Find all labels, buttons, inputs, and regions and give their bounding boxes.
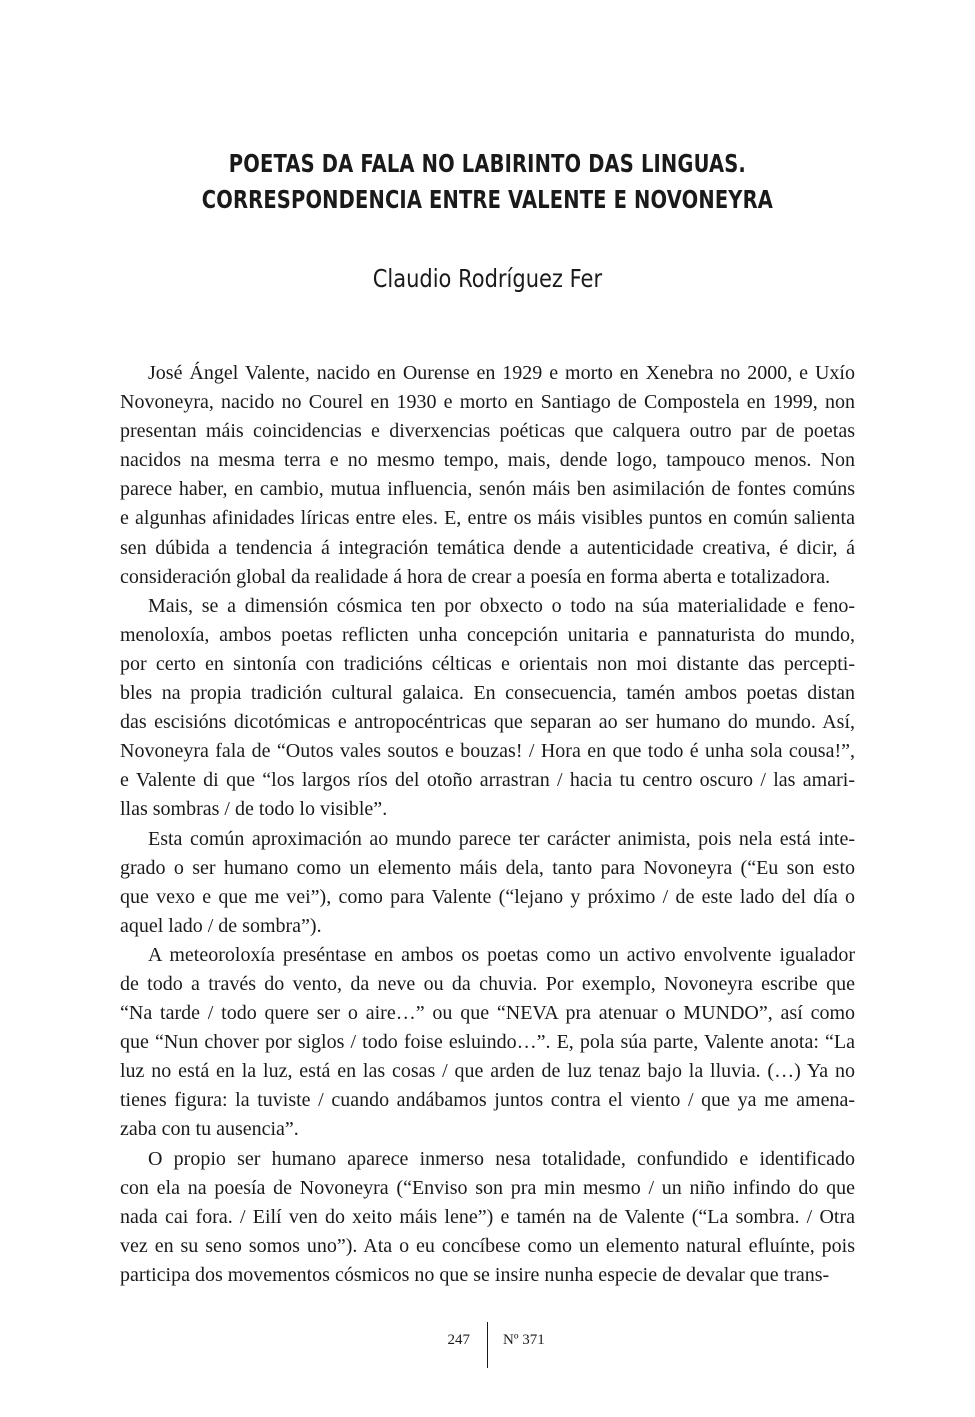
page-footer [0,1322,975,1368]
text-line: presentan máis coincidencias e diverxencias poéticas que calquera outro par de poetas [120,420,855,443]
paragraph [120,1145,855,1290]
paragraph [120,825,855,941]
author-name: Claudio Rodríguez Fer [372,264,603,293]
text-line: e algunhas afinidades líricas entre eles. E, entre os máis visibles puntos en común salienta [120,507,855,530]
paragraph [120,941,855,1145]
title-line-2: CORRESPONDENCIA ENTRE VALENTE E NOVONEYRA [201,185,774,214]
text-line: Novoneyra fala de “Outos vales soutos e bouzas! / Hora en que todo é unha sola cousa!”, [120,740,855,763]
text-line: menoloxía, ambos poetas reflicten unha concepción unitaria e pannaturista do mundo, [120,623,855,646]
text-line: llas sombras / de todo lo visible”. [120,798,388,821]
text-line: parece haber, en cambio, mutua influencia, senón máis ben asimilación de fontes comúns [120,478,855,501]
text-line: que vexo e que me vei”), como para Valente (“lejano y próximo / de este lado del día o [120,885,855,908]
text-line: con ela na poesía de Novoneyra (“Enviso son pra min mesmo / un niño infindo do que [120,1176,855,1199]
text-line: sen dúbida a tendencia á integración temática dende a autenticidade creativa, é dicir, á [120,536,855,559]
text-line: bles na propia tradición cultural galaica. En consecuencia, tamén ambos poetas distan [120,682,855,705]
text-line: que “Nun chover por siglos / todo foise esluindo…”. E, pola súa parte, Valente anota: “La [120,1031,855,1054]
text-line: zaba con tu ausencia”. [120,1118,299,1141]
text-line: por certo en sintonía con tradicións célticas e orientais non moi distante das percepti- [120,652,855,675]
text-line: vez en su seno somos uno”). Ata o eu concíbese como un elemento natural efluínte, pois [120,1234,855,1257]
page-number: 247 [447,1332,470,1348]
paragraph [120,592,855,825]
text-line: das escisións dicotómicas e antropocéntricas que separan ao ser humano do mundo. Así, [120,711,855,734]
text-line: A meteoroloxía preséntase en ambos os poetas como un activo envolvente igualador [148,943,855,966]
paragraph [120,359,855,592]
text-line: tienes figura: la tuviste / cuando andábamos juntos contra el viento / que ya me amena- [120,1089,855,1112]
text-line: consideración global da realidade á hora de crear a poesía en forma aberta e totalizadora. [120,565,831,588]
issue-number: Nº 371 [503,1332,545,1348]
text-line: O propio ser humano aparece inmerso nesa totalidade, confundido e identificado [148,1147,855,1170]
text-line: nacidos na mesma terra e no mesmo tempo, mais, dende logo, tampouco menos. Non [120,449,855,472]
text-line: Novoneyra, nacido no Courel en 1930 e morto en Santiago de Compostela en 1999, non [120,391,855,414]
text-line: José Ángel Valente, nacido en Ourense en 1929 e morto en Xenebra no 2000, e Uxío [148,362,855,384]
title-line-1: POETAS DA FALA NO LABIRINTO DAS LINGUAS. [228,149,746,178]
text-line: participa dos movementos cósmicos no que se insire nunha especie de devalar que trans- [120,1263,830,1286]
article-body [120,359,855,1290]
text-line: Esta común aproximación ao mundo parece ter carácter animista, pois nela está inte- [148,827,855,850]
text-line: Mais, se a dimensión cósmica ten por obxecto o todo na súa materialidade e feno- [148,594,855,617]
text-line: luz no está en la luz, está en las cosas / que arden de luz tenaz bajo la lluvia. (…) Ya no [120,1060,855,1083]
text-line: “Na tarde / todo quere ser o aire…” ou que “NEVA pra atenuar o MUNDO”, así como [120,1002,855,1025]
text-line: nada cai fora. / Eilí ven do xeito máis lene”) e tamén na de Valente (“La sombra. / Otra [120,1205,855,1228]
text-line: de todo a través do vento, da neve ou da chuvia. Por exemplo, Novoneyra escribe que [120,972,855,995]
text-line: grado o ser humano como un elemento máis dela, tanto para Novoneyra (“Eu son esto [120,856,855,879]
footer-divider [487,1322,488,1368]
text-line: aquel lado / de sombra”). [120,914,322,937]
article-title [107,146,868,218]
text-line: e Valente di que “los largos ríos del otoño arrastran / hacia tu centro oscuro / las amari- [120,769,855,792]
